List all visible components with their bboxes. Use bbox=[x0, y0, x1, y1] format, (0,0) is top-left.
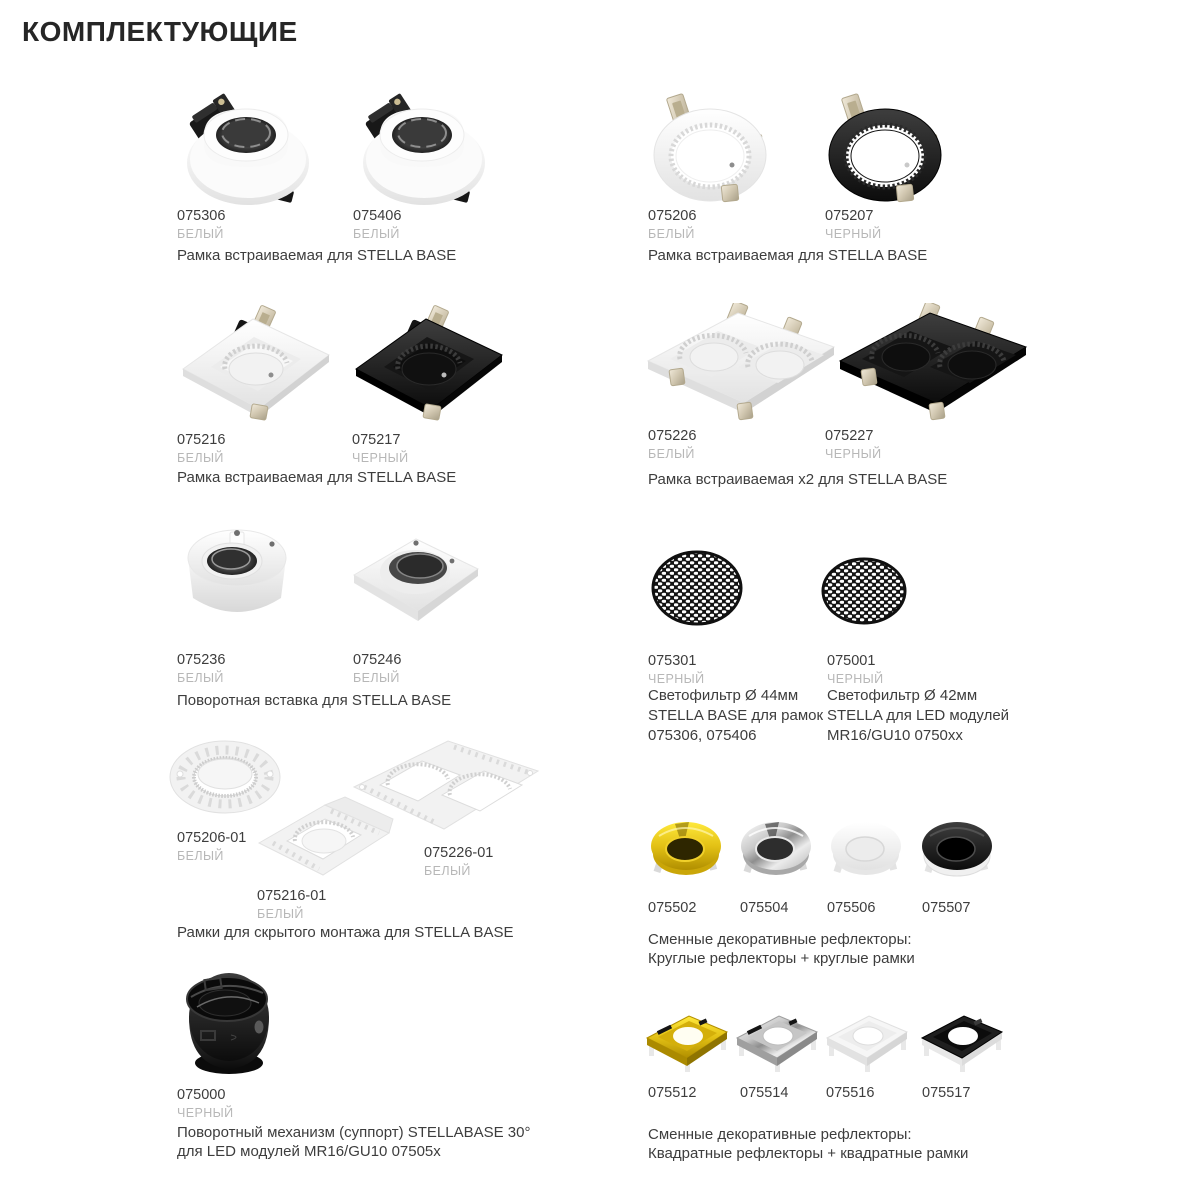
group-square-reflectors bbox=[648, 1005, 1048, 1175]
product-description bbox=[648, 686, 823, 746]
product-image-075301 bbox=[650, 547, 744, 629]
product-code: 075502 bbox=[648, 900, 697, 916]
product-description-line: STELLA для LED модулей bbox=[827, 707, 1010, 724]
product-color-variant: ЧЕРНЫЙ bbox=[177, 1106, 234, 1120]
product-code: 075226 bbox=[648, 428, 697, 444]
product-label bbox=[177, 1087, 233, 1121]
product-color-variant: БЕЛЫЙ bbox=[424, 864, 471, 878]
product-caption-line: Поворотный механизм (суппорт) STELLABASE 30° bbox=[177, 1124, 531, 1141]
product-image-075206 bbox=[648, 93, 774, 203]
product-color-variant: БЕЛЫЙ bbox=[177, 671, 224, 685]
product-label bbox=[922, 1085, 970, 1102]
product-image-075217 bbox=[348, 305, 510, 425]
product-description-line: Светофильтр Ø 44мм bbox=[648, 687, 799, 704]
product-label bbox=[424, 845, 493, 879]
product-caption-line: Круглые рефлекторы + круглые рамки bbox=[648, 950, 915, 967]
product-caption: Рамка встраиваемая для STELLA BASE bbox=[177, 247, 457, 264]
product-image-075226-01 bbox=[350, 733, 542, 835]
product-code: 075000 bbox=[177, 1087, 226, 1103]
product-caption: Рамка встраиваемая для STELLA BASE bbox=[177, 469, 457, 486]
product-caption-line: Квадратные рефлекторы + квадратные рамки bbox=[648, 1145, 969, 1162]
group-swivel-support bbox=[175, 965, 655, 1175]
product-color-variant: БЕЛЫЙ bbox=[177, 849, 224, 863]
product-code: 075217 bbox=[352, 432, 401, 448]
product-image-075406 bbox=[353, 93, 488, 207]
product-image-075001 bbox=[820, 555, 908, 627]
product-code: 075226-01 bbox=[424, 845, 494, 861]
product-caption-line: для LED модулей MR16/GU10 07505x bbox=[177, 1143, 441, 1160]
product-color-variant: БЕЛЫЙ bbox=[177, 227, 224, 241]
group-light-filters bbox=[648, 545, 1048, 755]
product-description bbox=[827, 686, 1009, 746]
product-label bbox=[826, 1085, 874, 1102]
product-label bbox=[352, 432, 408, 466]
product-image-075512 bbox=[643, 1008, 731, 1076]
product-image-075246 bbox=[348, 523, 484, 631]
product-label bbox=[177, 652, 225, 686]
product-color-variant: ЧЕРНЫЙ bbox=[827, 672, 884, 686]
product-color-variant: БЕЛЫЙ bbox=[648, 447, 695, 461]
product-label bbox=[648, 653, 704, 687]
product-caption-line: Сменные декоративные рефлекторы: bbox=[648, 1126, 912, 1143]
product-label bbox=[740, 900, 788, 917]
group-trimless-frames bbox=[168, 733, 588, 948]
product-color-variant: БЕЛЫЙ bbox=[177, 451, 224, 465]
product-caption bbox=[177, 1123, 530, 1161]
product-description-line: 075306, 075406 bbox=[648, 727, 757, 744]
product-caption bbox=[648, 930, 915, 968]
product-code: 075206-01 bbox=[177, 830, 247, 846]
product-label bbox=[648, 900, 696, 917]
product-color-variant: БЕЛЫЙ bbox=[353, 227, 400, 241]
product-code: 075216-01 bbox=[257, 888, 327, 904]
product-image-075207 bbox=[823, 93, 949, 203]
group-round-reflectors bbox=[648, 818, 1048, 973]
product-image-075502 bbox=[647, 818, 725, 882]
product-caption-line: Сменные декоративные рефлекторы: bbox=[648, 931, 912, 948]
product-image-075000 bbox=[175, 965, 283, 1077]
product-description-line: Светофильтр Ø 42мм bbox=[827, 687, 978, 704]
product-label bbox=[825, 428, 881, 462]
product-label bbox=[827, 900, 875, 917]
product-image-075216 bbox=[175, 305, 337, 425]
product-code: 075406 bbox=[353, 208, 402, 224]
product-label bbox=[648, 1085, 696, 1102]
product-label bbox=[922, 900, 970, 917]
product-image-075514 bbox=[733, 1008, 821, 1076]
product-caption: Рамки для скрытого монтажа для STELLA BASE bbox=[177, 924, 514, 941]
product-code: 075001 bbox=[827, 653, 876, 669]
group-round-frames-a bbox=[177, 90, 517, 280]
group-swivel-inserts bbox=[177, 518, 537, 718]
product-caption: Рамка встраиваемая x2 для STELLA BASE bbox=[648, 471, 948, 488]
product-label bbox=[827, 653, 883, 687]
product-caption bbox=[648, 1125, 968, 1163]
page-title: КОМПЛЕКТУЮЩИЕ bbox=[22, 16, 298, 47]
product-code: 075306 bbox=[177, 208, 226, 224]
product-label bbox=[648, 428, 696, 462]
product-image-075517 bbox=[918, 1008, 1006, 1076]
product-description-line: MR16/GU10 0750xx bbox=[827, 727, 963, 744]
product-label bbox=[825, 208, 881, 242]
product-label bbox=[353, 208, 401, 242]
product-color-variant: ЧЕРНЫЙ bbox=[352, 451, 409, 465]
product-code: 075512 bbox=[648, 1085, 697, 1101]
product-caption: Поворотная вставка для STELLA BASE bbox=[177, 692, 452, 709]
product-color-variant: БЕЛЫЙ bbox=[257, 907, 304, 921]
product-label bbox=[740, 1085, 788, 1102]
product-label bbox=[257, 888, 326, 922]
product-code: 075246 bbox=[353, 652, 402, 668]
product-code: 075514 bbox=[740, 1085, 789, 1101]
product-code: 075236 bbox=[177, 652, 226, 668]
product-color-variant: БЕЛЫЙ bbox=[648, 227, 695, 241]
product-label bbox=[177, 208, 225, 242]
product-code: 075301 bbox=[648, 653, 697, 669]
product-image-075306 bbox=[177, 93, 312, 207]
product-code: 075507 bbox=[922, 900, 971, 916]
product-color-variant: ЧЕРНЫЙ bbox=[825, 447, 882, 461]
group-double-frames bbox=[648, 300, 1048, 495]
product-code: 075504 bbox=[740, 900, 789, 916]
product-caption: Рамка встраиваемая для STELLA BASE bbox=[648, 247, 928, 264]
product-image-075236 bbox=[180, 520, 294, 628]
product-image-075507 bbox=[918, 818, 996, 882]
product-label bbox=[353, 652, 401, 686]
product-image-075227 bbox=[834, 303, 1032, 427]
product-description-line: STELLA BASE для рамок bbox=[648, 707, 824, 724]
product-label bbox=[177, 432, 225, 466]
product-label bbox=[648, 208, 696, 242]
product-code: 075506 bbox=[827, 900, 876, 916]
product-code: 075216 bbox=[177, 432, 226, 448]
product-label bbox=[177, 830, 246, 864]
product-image-075516 bbox=[823, 1008, 911, 1076]
product-code: 075206 bbox=[648, 208, 697, 224]
product-code: 075227 bbox=[825, 428, 874, 444]
product-code: 075517 bbox=[922, 1085, 971, 1101]
product-code: 075207 bbox=[825, 208, 874, 224]
product-image-075506 bbox=[827, 818, 905, 882]
product-color-variant: ЧЕРНЫЙ bbox=[648, 672, 705, 686]
product-image-075504 bbox=[737, 818, 815, 882]
product-color-variant: БЕЛЫЙ bbox=[353, 671, 400, 685]
group-square-frames bbox=[177, 300, 537, 495]
group-round-frames-b bbox=[648, 90, 988, 280]
product-color-variant: ЧЕРНЫЙ bbox=[825, 227, 882, 241]
product-code: 075516 bbox=[826, 1085, 875, 1101]
product-image-075226 bbox=[642, 303, 840, 427]
